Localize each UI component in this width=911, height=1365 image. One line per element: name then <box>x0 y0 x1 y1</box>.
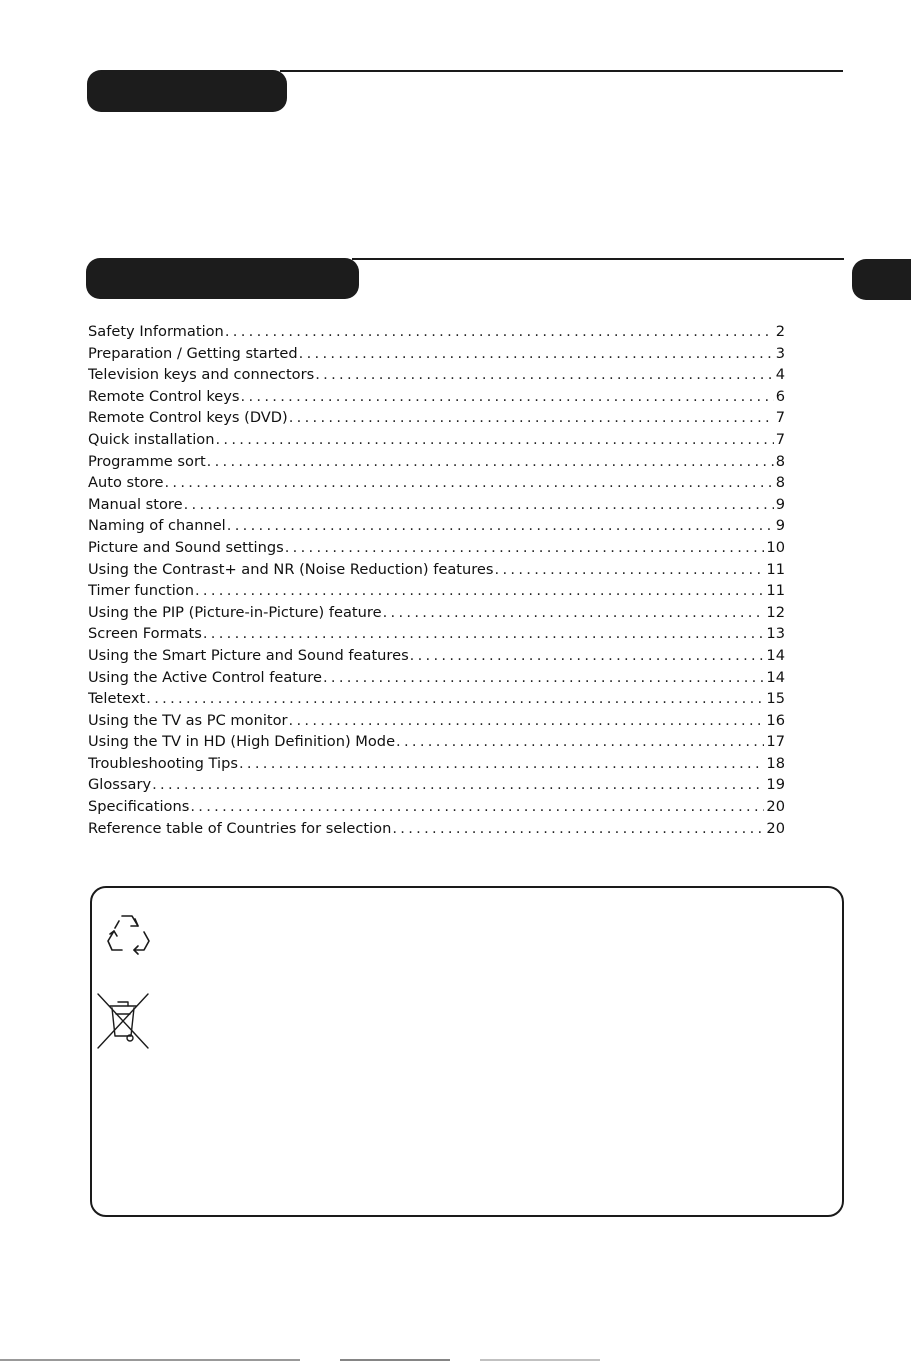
toc-dot-leader <box>227 515 774 537</box>
toc-dot-leader <box>289 407 774 429</box>
toc-entry-page: 12 <box>766 603 785 621</box>
toc-dot-leader <box>184 494 774 516</box>
toc-entry <box>88 559 785 581</box>
toc-entry <box>88 731 785 753</box>
toc-entry-page: 17 <box>766 733 785 751</box>
toc-entry <box>88 494 785 516</box>
toc-entry-page: 8 <box>775 452 785 470</box>
toc-entry-title: Preparation / Getting started <box>88 344 298 362</box>
toc-dot-leader <box>152 774 764 796</box>
toc-entry <box>88 774 785 796</box>
toc-entry <box>88 818 785 840</box>
toc-entry-page: 13 <box>766 625 785 643</box>
toc-entry-page: 9 <box>775 517 785 535</box>
toc-dot-leader <box>225 321 774 343</box>
toc-entry-title: Specifications <box>88 798 190 816</box>
toc-dot-leader <box>396 731 764 753</box>
toc-entry-page: 10 <box>766 538 785 556</box>
toc-entry-title: Troubleshooting Tips <box>88 754 238 772</box>
toc-entry-page: 11 <box>766 582 785 600</box>
toc-entry-page: 8 <box>775 474 785 492</box>
toc-entry <box>88 667 785 689</box>
crossed-out-wheelie-bin-icon <box>96 990 150 1050</box>
toc-entry-page: 14 <box>766 668 785 686</box>
toc-entry <box>88 580 785 602</box>
toc-entry <box>88 645 785 667</box>
toc-entry-page: 16 <box>766 711 785 729</box>
toc-dot-leader <box>215 429 773 451</box>
toc-entry <box>88 753 785 775</box>
toc-entry-title: Auto store <box>88 474 164 492</box>
toc-dot-leader <box>195 580 764 602</box>
toc-entry <box>88 407 785 429</box>
toc-entry-page: 20 <box>766 798 785 816</box>
toc-entry-page: 11 <box>766 560 785 578</box>
toc-dot-leader <box>239 753 764 775</box>
toc-dot-leader <box>146 688 764 710</box>
toc-entry-title: Safety Information <box>88 323 224 340</box>
toc-entry <box>88 796 785 818</box>
toc-entry-title: Teletext <box>88 690 146 708</box>
table-of-contents <box>88 321 785 839</box>
toc-entry-page: 20 <box>766 819 785 837</box>
toc-entry-title: Remote Control keys <box>88 387 240 405</box>
header-rule-contents <box>352 258 844 260</box>
footer-mark <box>480 1359 600 1361</box>
toc-entry-page: 19 <box>766 776 785 794</box>
toc-dot-leader <box>285 537 765 559</box>
toc-entry-title: Using the Contrast+ and NR (Noise Reduction) features <box>88 560 494 578</box>
toc-entry-title: Television keys and connectors <box>88 366 315 384</box>
toc-entry-page: 6 <box>775 387 785 405</box>
toc-entry-page: 18 <box>766 754 785 772</box>
toc-dot-leader <box>383 602 765 624</box>
footer-mark <box>340 1359 450 1361</box>
toc-entry-page: 4 <box>775 366 785 384</box>
toc-dot-leader <box>190 796 764 818</box>
environment-info-box <box>90 886 844 1217</box>
toc-dot-leader <box>207 451 774 473</box>
toc-entry <box>88 515 785 537</box>
toc-entry <box>88 343 785 365</box>
toc-entry-title: Using the Active Control feature <box>88 668 322 686</box>
toc-entry-title: Timer function <box>88 582 194 600</box>
toc-dot-leader <box>323 667 764 689</box>
toc-entry <box>88 386 785 408</box>
toc-entry <box>88 321 785 343</box>
toc-entry-page: 7 <box>775 430 785 448</box>
toc-entry <box>88 623 785 645</box>
toc-entry <box>88 602 785 624</box>
toc-entry-page: 9 <box>775 495 785 513</box>
toc-entry-page: 14 <box>766 646 785 664</box>
header-rule-top <box>280 70 843 72</box>
toc-entry <box>88 429 785 451</box>
toc-entry <box>88 451 785 473</box>
toc-entry-title: Using the TV as PC monitor <box>88 711 288 729</box>
toc-entry-title: Using the TV in HD (High Definition) Mode <box>88 733 396 751</box>
toc-entry <box>88 537 785 559</box>
toc-entry-page: 15 <box>766 690 785 708</box>
toc-entry-title: Quick installation <box>88 430 215 448</box>
toc-entry-page: 7 <box>775 409 785 427</box>
toc-dot-leader <box>392 818 764 840</box>
footer-mark <box>0 1359 300 1361</box>
toc-entry-title: Programme sort <box>88 452 206 470</box>
toc-entry-title: Picture and Sound settings <box>88 538 284 556</box>
toc-dot-leader <box>203 623 765 645</box>
toc-entry-page: 3 <box>775 344 785 362</box>
toc-entry <box>88 472 785 494</box>
toc-dot-leader <box>164 472 773 494</box>
toc-entry <box>88 710 785 732</box>
section-header-contents <box>86 258 359 299</box>
toc-dot-leader <box>410 645 765 667</box>
toc-entry-title: Manual store <box>88 495 183 513</box>
language-tab <box>852 259 911 300</box>
toc-dot-leader <box>241 386 774 408</box>
toc-dot-leader <box>495 559 765 581</box>
toc-entry-title: Reference table of Countries for selection <box>88 819 392 837</box>
toc-entry-title: Naming of channel <box>88 517 226 535</box>
toc-entry-title: Remote Control keys (DVD) <box>88 409 288 427</box>
toc-entry-title: Using the PIP (Picture-in-Picture) feature <box>88 603 382 621</box>
toc-entry <box>88 688 785 710</box>
section-header-top <box>87 70 287 112</box>
toc-entry-title: Glossary <box>88 776 152 794</box>
toc-dot-leader <box>315 364 774 386</box>
toc-dot-leader <box>289 710 765 732</box>
recycle-icon <box>104 910 154 956</box>
toc-entry-title: Screen Formats <box>88 625 202 643</box>
toc-dot-leader <box>299 343 774 365</box>
toc-entry <box>88 364 785 386</box>
toc-entry-page: 2 <box>775 323 785 340</box>
toc-entry-title: Using the Smart Picture and Sound features <box>88 646 409 664</box>
